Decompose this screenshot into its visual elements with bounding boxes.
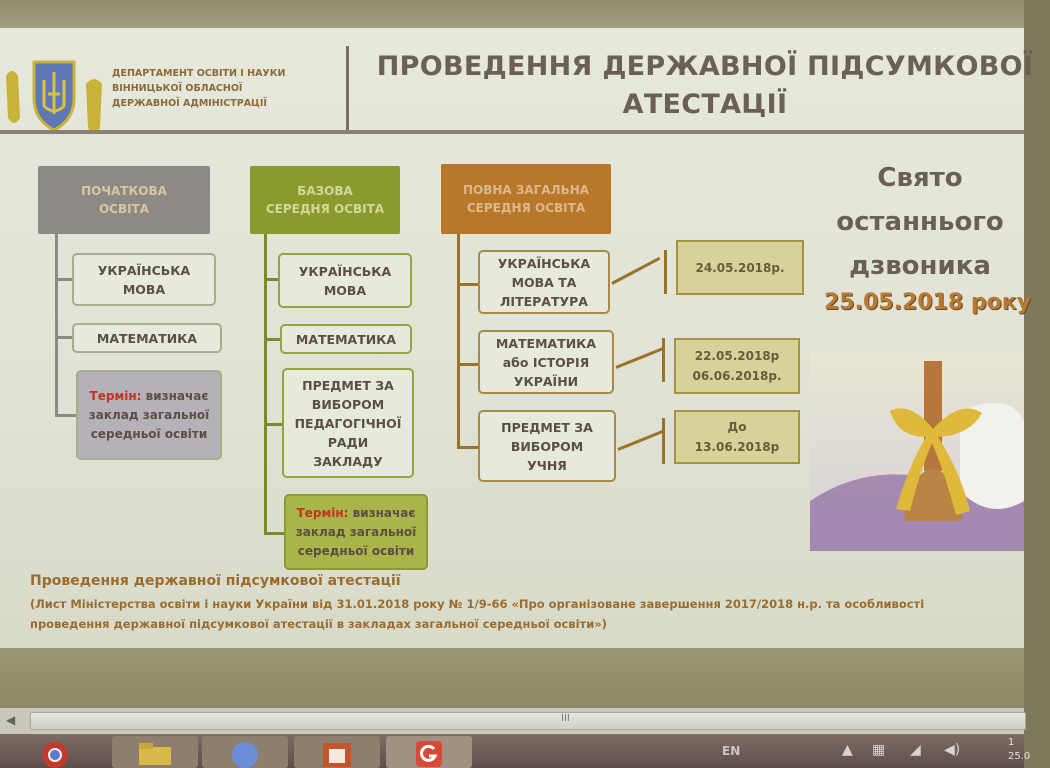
connector bbox=[662, 418, 665, 464]
scrollbar-grip: III bbox=[561, 713, 570, 724]
connector bbox=[264, 338, 280, 341]
taskbar-presentation[interactable] bbox=[294, 736, 380, 768]
taskbar-skype[interactable] bbox=[202, 736, 288, 768]
date-line: 22.05.2018р bbox=[694, 349, 780, 363]
department-name bbox=[112, 66, 342, 111]
clock-time: 1 bbox=[1008, 737, 1015, 748]
subject-line: ВИБОРОМ bbox=[510, 438, 584, 454]
announcement-line: дзвоника bbox=[849, 251, 991, 281]
subject-student-choice bbox=[478, 410, 616, 482]
subject-line: РАДИ bbox=[327, 434, 369, 450]
announcement-line: Свято bbox=[877, 163, 963, 193]
header-divider bbox=[346, 46, 349, 132]
term-text: визначає заклад загальної середньої освіти bbox=[295, 505, 417, 558]
category-line: ПОВНА ЗАГАЛЬНА bbox=[462, 183, 590, 197]
slide-header bbox=[0, 28, 1034, 138]
category-line: ОСВІТА bbox=[98, 202, 150, 216]
exam-date bbox=[674, 338, 800, 394]
subject-line: УЧНЯ bbox=[527, 457, 567, 473]
connector bbox=[662, 338, 665, 382]
subject-ukr-lang bbox=[278, 253, 412, 308]
school-bell-photo bbox=[810, 351, 1024, 551]
term-note bbox=[284, 494, 428, 570]
category-complete-secondary bbox=[441, 164, 611, 234]
coat-of-arms-logo bbox=[4, 58, 104, 138]
subject-line: ВИБОРОМ bbox=[311, 396, 385, 412]
dept-line: ДЕПАРТАМЕНТ ОСВІТИ І НАУКИ bbox=[112, 68, 286, 79]
subject-line: УКРАЇНИ bbox=[513, 373, 579, 389]
taskbar-grammarly[interactable] bbox=[386, 736, 472, 768]
subject-line: УКРАЇНСЬКА bbox=[497, 255, 591, 271]
language-indicator[interactable]: EN bbox=[722, 744, 741, 758]
date-line: 13.06.2018р bbox=[694, 440, 780, 454]
connector bbox=[457, 363, 479, 366]
subject-line: або ІСТОРІЯ bbox=[502, 354, 590, 370]
category-basic-secondary bbox=[250, 166, 400, 234]
term-text: визначає заклад загальної середньої освіти bbox=[88, 388, 210, 441]
subject-line: ПРЕДМЕТ ЗА bbox=[501, 419, 593, 435]
footer-title: Проведення державної підсумкової атестації bbox=[30, 573, 401, 589]
date-line: До bbox=[727, 420, 747, 434]
footer-reference: (Лист Міністерства освіти і науки України від 31.01.2018 року № 1/9-66 «Про організоване завершення 2017/2018 н.р. та особливості проведення державної підсумкової атестації в закладах загальної середньої освіти») bbox=[30, 597, 925, 631]
connector bbox=[264, 532, 284, 535]
subject-line: ЗАКЛАДУ bbox=[313, 453, 383, 469]
subject-math bbox=[72, 323, 222, 353]
date-line: 06.06.2018р. bbox=[692, 369, 782, 383]
presentation-icon bbox=[317, 737, 357, 767]
subject-line: МОВА ТА bbox=[511, 274, 577, 290]
connector bbox=[664, 250, 667, 294]
connector bbox=[55, 414, 77, 417]
category-line: СЕРЕДНЯ ОСВІТА bbox=[265, 202, 385, 216]
subject-math bbox=[280, 324, 412, 354]
system-clock[interactable] bbox=[1008, 736, 1030, 764]
category-line: ПОЧАТКОВА bbox=[81, 184, 167, 198]
window-background bbox=[0, 648, 1024, 708]
last-bell-announcement bbox=[820, 156, 1020, 288]
subject-line: МАТЕМАТИКА bbox=[295, 331, 397, 347]
start-button[interactable] bbox=[2, 736, 108, 768]
subject-line: МОВА bbox=[323, 282, 367, 298]
subject-line: ЛІТЕРАТУРА bbox=[500, 293, 588, 309]
title-line: ПРОВЕДЕННЯ ДЕРЖАВНОЇ ПІДСУМКОВОЇ bbox=[376, 51, 1034, 82]
taskbar-explorer[interactable] bbox=[112, 736, 198, 768]
connector bbox=[611, 257, 660, 285]
subject-line: МОВА bbox=[122, 281, 166, 297]
connector bbox=[55, 234, 58, 416]
slide-title bbox=[360, 48, 1050, 124]
category-primary bbox=[38, 166, 210, 234]
term-label: Термін: bbox=[296, 505, 349, 520]
connector bbox=[457, 283, 479, 286]
exam-date bbox=[676, 240, 804, 295]
dept-line: ВІННИЦЬКОЇ ОБЛАСНОЇ bbox=[112, 83, 243, 94]
subject-ukr-lang-lit bbox=[478, 250, 610, 314]
horizontal-scrollbar[interactable] bbox=[0, 708, 1024, 734]
grammarly-icon bbox=[414, 737, 444, 767]
network-icon[interactable]: ▦ bbox=[872, 742, 886, 758]
announcement-line: останнього bbox=[836, 207, 1004, 237]
connector bbox=[55, 336, 73, 339]
signal-icon[interactable]: ◢ bbox=[910, 742, 921, 758]
subject-line: МАТЕМАТИКА bbox=[495, 335, 597, 351]
scroll-left-arrow-icon[interactable]: ◀ bbox=[6, 713, 16, 727]
presentation-slide bbox=[0, 28, 1034, 648]
term-note bbox=[76, 370, 222, 460]
connector bbox=[457, 234, 460, 448]
connector bbox=[264, 423, 282, 426]
connector bbox=[615, 347, 662, 369]
exam-date bbox=[674, 410, 800, 464]
subject-line: УКРАЇНСЬКА bbox=[298, 263, 392, 279]
header-rule bbox=[0, 130, 1024, 134]
subject-line: ПРЕДМЕТ ЗА bbox=[302, 377, 394, 393]
category-line: СЕРЕДНЯ ОСВІТА bbox=[466, 201, 586, 215]
date-line: 24.05.2018р. bbox=[695, 260, 785, 275]
subject-math-or-history bbox=[478, 330, 614, 394]
category-line: БАЗОВА bbox=[297, 184, 353, 198]
skype-icon bbox=[228, 737, 262, 767]
subject-teacher-council-choice bbox=[282, 368, 414, 478]
dept-line: ДЕРЖАВНОЇ АДМІНІСТРАЦІЇ bbox=[112, 98, 267, 109]
term-label: Термін: bbox=[89, 388, 142, 403]
subject-line: ПЕДАГОГІЧНОЇ bbox=[294, 415, 402, 431]
last-bell-date: 25.05.2018 року bbox=[824, 290, 1031, 315]
file-explorer-icon bbox=[135, 739, 175, 765]
connector bbox=[617, 430, 663, 451]
subject-line: УКРАЇНСЬКА bbox=[97, 262, 191, 278]
clock-date: 25.0 bbox=[1008, 751, 1031, 762]
connector bbox=[457, 446, 479, 449]
subject-line: МАТЕМАТИКА bbox=[96, 330, 198, 346]
show-hidden-icons-icon[interactable]: ▲ bbox=[842, 742, 853, 758]
volume-icon[interactable]: ◀) bbox=[944, 742, 961, 758]
subject-ukr-lang bbox=[72, 253, 216, 306]
taskbar bbox=[0, 734, 1031, 768]
connector bbox=[55, 278, 73, 281]
title-line: АТЕСТАЦІЇ bbox=[622, 89, 788, 120]
scrollbar-thumb[interactable] bbox=[30, 712, 1026, 730]
chrome-icon bbox=[40, 737, 70, 767]
